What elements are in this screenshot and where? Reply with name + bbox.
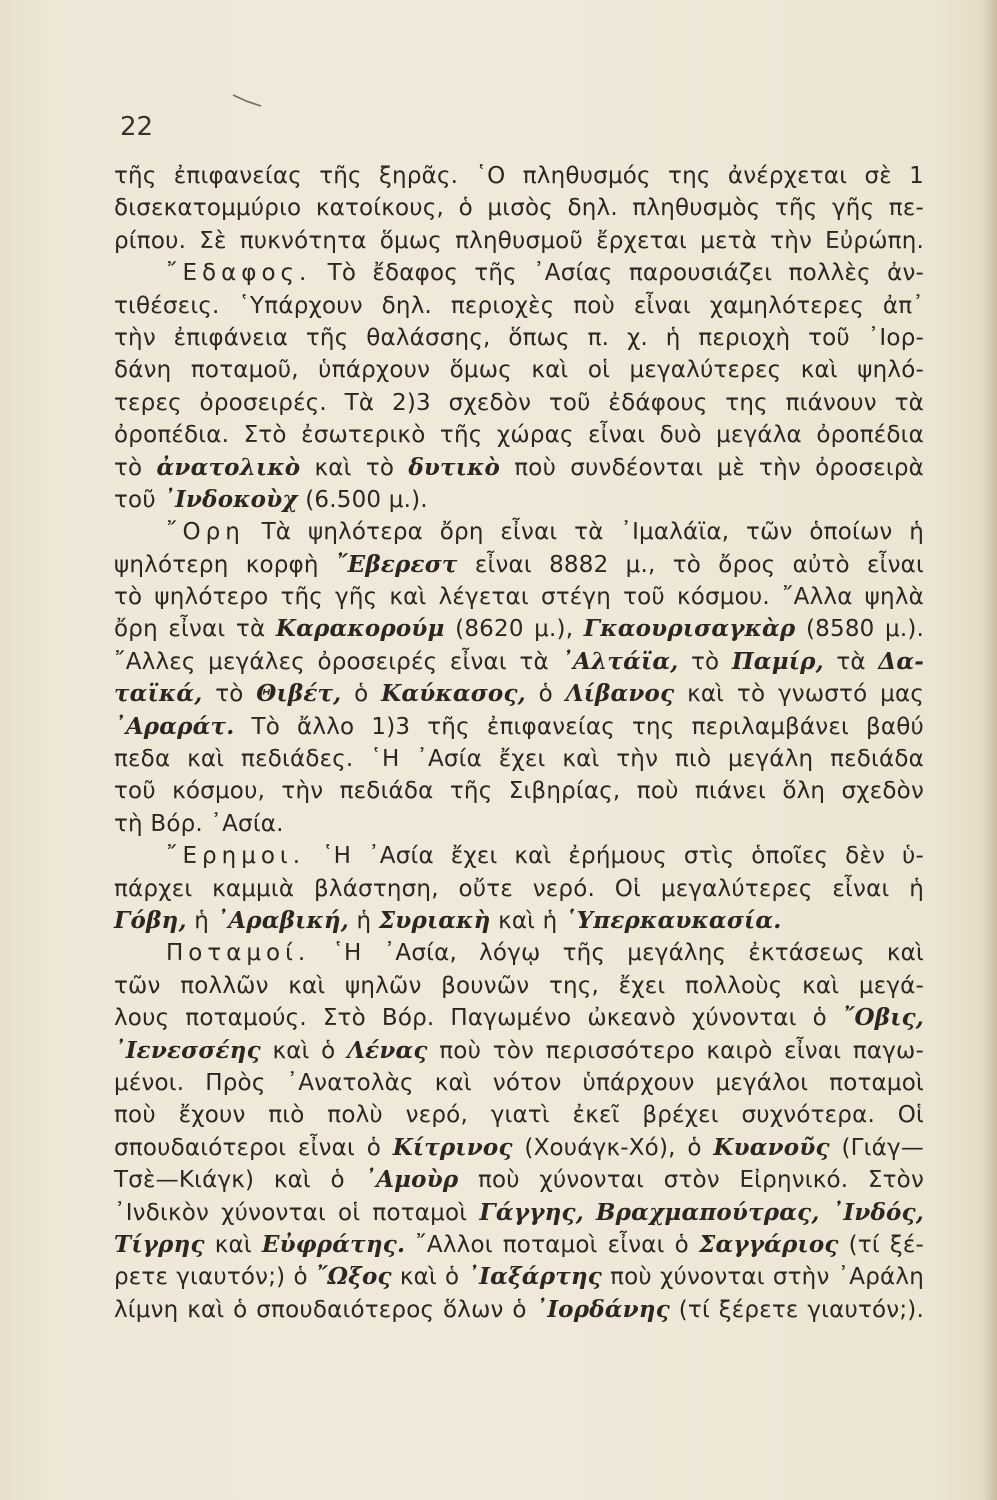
text-span: ρετε γιαυτόν;) ὁ xyxy=(114,1264,308,1291)
text-span: τὰ xyxy=(836,648,866,675)
text-line xyxy=(114,937,924,969)
text-span: ἡ xyxy=(356,907,372,934)
text-line: τὸ ψηλότερο τῆς γῆς καὶ λέγεται στέγη τοῦ κόσμου. ῎Αλλα ψηλὰ xyxy=(114,584,924,611)
place-name: Κυανοῦς xyxy=(713,1133,830,1161)
place-name: Βραχμαπούτρας, xyxy=(596,1198,820,1226)
text-line: τιθέσεις. ῾Υπάρχουν δηλ. περιοχὲς ποὺ εἶναι χαμηλότερες ἀπ᾿ xyxy=(114,292,924,319)
text-span: ῎Αλλοι ποταμοὶ εἶναι ὁ xyxy=(415,1231,689,1258)
place-name: Σαγγάριος xyxy=(698,1230,839,1258)
text-line xyxy=(114,1002,924,1034)
place-name: Λένας xyxy=(347,1036,428,1064)
text-span: καὶ ὁ xyxy=(399,1264,460,1291)
text-span: εἶναι 8882 μ., τὸ ὄρος αὐτὸ εἶναι xyxy=(474,551,925,578)
text-span: (6.500 μ.). xyxy=(305,486,428,513)
place-name: ῾Υπερκαυκασία. xyxy=(564,906,782,934)
place-name: ῎Οβις, xyxy=(842,1004,925,1032)
page-edge-shadow xyxy=(983,0,997,1500)
text-span: ᾿Ινδικὸν χύνονται οἱ ποταμοὶ xyxy=(114,1199,468,1226)
text-line xyxy=(114,484,924,516)
text-span: ὁ xyxy=(538,681,553,708)
text-line xyxy=(114,711,924,743)
place-name: ᾿Ιορδάνης xyxy=(535,1295,670,1323)
place-name: Γκαουρισαγκὰρ xyxy=(583,615,796,643)
place-name: ᾿Ιαξάρτης xyxy=(467,1263,602,1291)
text-line xyxy=(114,549,924,581)
text-span: τὸ xyxy=(691,648,720,675)
text-span: ἡ xyxy=(194,907,209,934)
text-line: μένοι. Πρὸς ᾿Ανατολὰς καὶ νότον ὑπάρχουν μεγάλοι ποταμοὶ xyxy=(114,1069,924,1096)
place-name: Καρακορούμ xyxy=(275,615,445,643)
text-span: ποὺ χύνονται στὸν Εἰρηνικό. Στὸν xyxy=(477,1167,924,1194)
text-line: τῶν πολλῶν καὶ ψηλῶν βουνῶν της, ἔχει πολλοὺς καὶ μεγά- xyxy=(114,972,924,999)
place-name: Τίγρης xyxy=(114,1230,205,1258)
text-span: καὶ xyxy=(214,1231,252,1258)
text-span: ῾Η ᾿Ασία ἔχει καὶ ἐρήμους στὶς ὁποῖες δὲν ὑ- xyxy=(321,843,925,870)
section-heading-ori: ῎Ορη xyxy=(166,519,245,546)
text-span: (τί ξέ- xyxy=(848,1231,925,1258)
text-line xyxy=(114,678,924,710)
section-heading-potamoi: Ποταμοί. xyxy=(166,940,311,967)
text-line xyxy=(114,613,924,645)
text-span: ὁ xyxy=(354,681,369,708)
section-heading-erimoi: ῎Ερημοι. xyxy=(166,843,306,870)
text-span: (Χουάγκ-Χό), ὁ xyxy=(524,1134,702,1161)
text-line xyxy=(114,1164,924,1196)
text-line: πάρχει καμμιὰ βλάστηση, οὔτε νερό. Οἱ μεγαλύτερες εἶναι ἡ xyxy=(114,875,924,902)
text-line: δισεκατομμύριο κατοίκους, ὁ μισὸς δηλ. πληθυσμὸς τῆς γῆς πε- xyxy=(114,195,924,222)
place-name: ῎Εβερεστ xyxy=(335,550,458,578)
place-name: Γόβη, xyxy=(114,906,187,934)
place-name: Συριακὴ xyxy=(378,906,491,934)
place-name: ᾿Ινδός, xyxy=(831,1198,924,1226)
text-line xyxy=(114,1132,924,1164)
text-span: ποὺ συνδέονται μὲ τὴν ὀροσειρὰ xyxy=(514,454,925,481)
text-line xyxy=(114,1261,924,1293)
text-span: ῾Η ᾿Ασία, λόγῳ τῆς μεγάλης ἐκτάσεως καὶ xyxy=(332,940,924,967)
text-span: ποὺ τὸν περισσότερο καιρὸ εἶναι παγω- xyxy=(439,1037,925,1064)
place-name: δυτικὸ xyxy=(408,453,501,481)
text-span: τὸ xyxy=(114,454,143,481)
text-line xyxy=(114,905,924,937)
page-number: 22 xyxy=(120,112,154,142)
place-name: ᾿Ινδοκοὺχ xyxy=(163,485,298,513)
text-line xyxy=(114,1229,924,1261)
text-line xyxy=(114,516,924,548)
text-span: ὄρη εἶναι τὰ xyxy=(114,616,266,643)
text-span: Τὸ ἄλλο 1)3 τῆς ἐπιφανείας της περιλαμβάνει βαθύ xyxy=(251,713,925,740)
place-name: Καύκασος, xyxy=(381,680,526,708)
place-name: Εὐφράτης. xyxy=(261,1230,406,1258)
text-span: ῎Αλλες μεγάλες ὀροσειρές εἶναι τὰ xyxy=(114,648,549,675)
text-line: τερες ὀροσειρές. Τὰ 2)3 σχεδὸν τοῦ ἐδάφους της πιάνουν τὰ xyxy=(114,389,924,416)
text-line xyxy=(114,1197,924,1229)
text-line: ποὺ ἔχουν πιὸ πολὺ νερό, γιατὶ ἐκεῖ βρέχει συχνότερα. Οἱ xyxy=(114,1102,924,1129)
text-span: Τὰ ψηλότερα ὄρη εἶναι τὰ ᾿Ιμαλάϊα, τῶν ὁποίων ἡ xyxy=(261,519,924,546)
text-line xyxy=(114,1035,924,1067)
text-span: Τὸ ἔδαφος τῆς ᾿Ασίας παρουσιάζει πολλὲς ἀν- xyxy=(327,260,924,287)
text-line xyxy=(114,646,924,678)
text-span: καὶ ὁ xyxy=(272,1037,336,1064)
text-line: τοῦ κόσμου, τὴν πεδιάδα τῆς Σιβηρίας, ποὺ πιάνει ὅλη σχεδὸν xyxy=(114,778,924,805)
text-span: καὶ τὸ γνωστό μας xyxy=(687,681,925,708)
text-span: λους ποταμούς. Στὸ Βόρ. Παγωμένο ὠκεανὸ χύνονται ὁ xyxy=(114,1005,827,1032)
body-text xyxy=(114,160,924,1326)
place-name: Γάγγης, xyxy=(479,1198,584,1226)
place-name: Κίτρινος xyxy=(392,1133,513,1161)
text-span: σπουδαιότεροι εἶναι ὁ xyxy=(114,1134,381,1161)
place-name: Θιβέτ, xyxy=(256,680,342,708)
text-line: ρίπου. Σὲ πυκνότητα ὅμως πληθυσμοῦ ἔρχεται μετὰ τὴν Εὐρώπη. xyxy=(114,227,924,254)
section-heading-edafos: ῎Εδαφος. xyxy=(166,260,312,287)
text-span: λίμνη καὶ ὁ σπουδαιότερος ὅλων ὁ xyxy=(114,1296,527,1323)
text-span: (8620 μ.), xyxy=(455,616,574,643)
text-span: ποὺ χύνονται στὴν ᾿Αράλη xyxy=(610,1264,924,1291)
place-name: Παμίρ, xyxy=(731,647,824,675)
text-span: καὶ ἡ xyxy=(498,907,558,934)
place-name: ᾿Αμοὺρ xyxy=(364,1166,459,1194)
text-span: (Γιάγ— xyxy=(841,1134,924,1161)
text-line: τῆς ἐπιφανείας τῆς ξηρᾶς. ῾Ο πληθυσμός της ἀνέρχεται σὲ 1 xyxy=(114,163,924,189)
text-line xyxy=(114,1294,924,1326)
text-line xyxy=(114,452,924,484)
text-span: Τσὲ—Κιάγκ) καὶ ὁ xyxy=(114,1167,345,1194)
place-name: ᾿Αλτάϊα, xyxy=(561,647,679,675)
place-name: ᾿Ιενεσσέης xyxy=(114,1036,261,1064)
text-span: (τί ξέρετε γιαυτόν;). xyxy=(678,1296,924,1323)
place-name: ταϊκά, xyxy=(114,680,203,708)
text-line: τὴ Βόρ. ᾿Ασία. xyxy=(114,810,284,837)
text-line: ὀροπέδια. Στὸ ἐσωτερικὸ τῆς χώρας εἶναι δυὸ μεγάλα ὀροπέδια xyxy=(114,422,924,449)
text-line: πεδα καὶ πεδιάδες. ῾Η ᾿Ασία ἔχει καὶ τὴν πιὸ μεγάλη πεδιάδα xyxy=(114,746,924,773)
text-line: τὴν ἐπιφάνεια τῆς θαλάσσης, ὅπως π. χ. ἡ περιοχὴ τοῦ ᾿Ιορ- xyxy=(114,324,924,351)
place-name: ἀνατολικὸ xyxy=(156,453,301,481)
text-span: (8580 μ.). xyxy=(805,616,925,643)
text-span: καὶ τὸ xyxy=(314,454,395,481)
place-name: ᾿Αραβική, xyxy=(216,906,350,934)
pencil-mark-icon xyxy=(232,93,262,107)
text-span: τὸ xyxy=(215,681,244,708)
place-name: ᾿Αραράτ. xyxy=(114,712,235,740)
text-line: δάνη ποταμοῦ, ὑπάρχουν ὅμως καὶ οἱ μεγαλύτερες καὶ ψηλό- xyxy=(114,357,924,384)
place-name: Δα- xyxy=(878,647,924,675)
place-name: ῎Ωξος xyxy=(315,1263,392,1291)
text-line xyxy=(114,840,924,872)
text-span: ψηλότερη κορφὴ xyxy=(114,551,319,578)
place-name: Λίβανος xyxy=(565,680,675,708)
text-line xyxy=(114,257,924,289)
text-span: τοῦ xyxy=(114,486,156,513)
